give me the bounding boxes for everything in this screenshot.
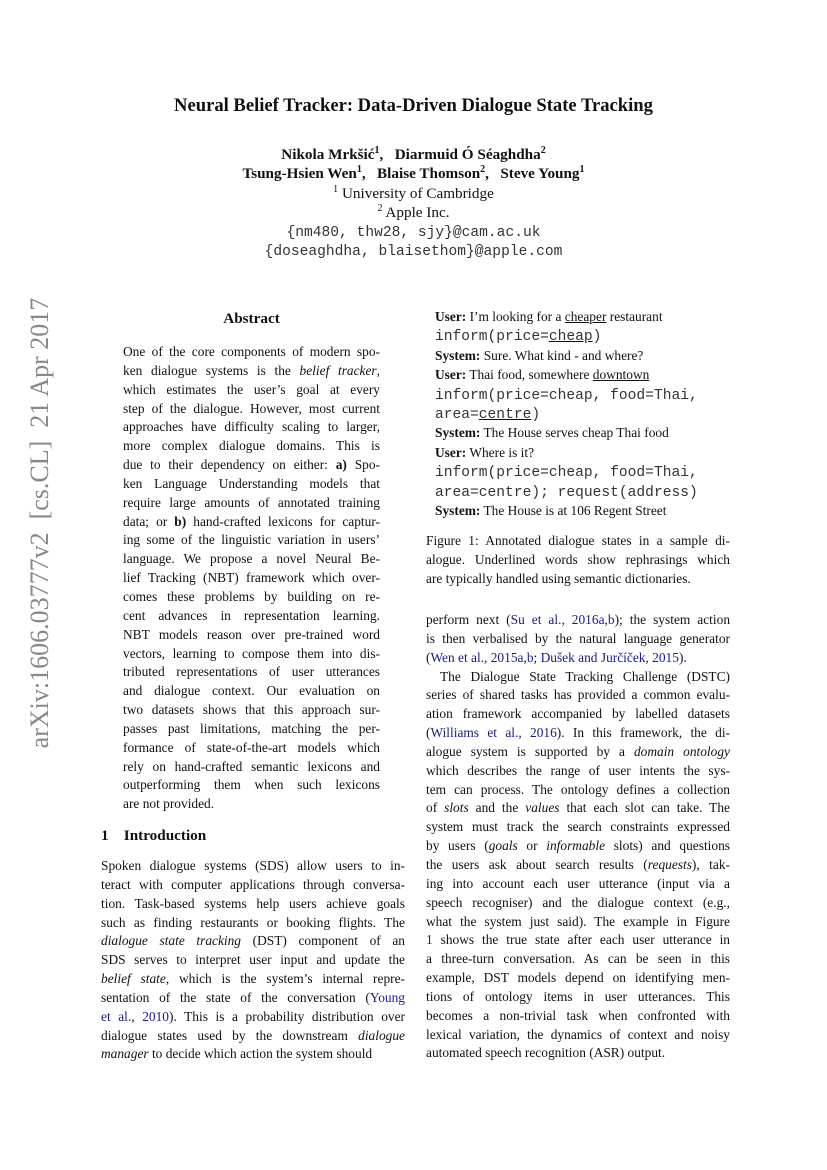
text-line	[101, 1027, 405, 1046]
text-span: cent advances in representation learning.	[123, 607, 380, 623]
text-line	[101, 857, 405, 876]
text-line	[101, 1045, 405, 1064]
text-line	[101, 970, 405, 989]
text-span: belief state	[101, 971, 166, 987]
text-line	[123, 645, 380, 664]
text-span: teract with computer applications through conversa-	[101, 876, 405, 892]
text-line	[123, 569, 380, 588]
text-line	[426, 668, 730, 687]
figure-1-caption	[426, 532, 730, 589]
text-span: alogue system is supported by a	[426, 743, 634, 759]
text-span: System:	[435, 502, 481, 518]
text-line	[426, 799, 730, 818]
text-line	[123, 494, 380, 513]
text-span: of	[426, 800, 445, 816]
text-line	[426, 570, 730, 589]
text-span: ,	[376, 362, 380, 378]
text-span: ken dialogue systems is the	[123, 362, 300, 378]
text-span: tions of ontology items in user utterances. This	[426, 988, 730, 1004]
text-span: outperforming them when such lexicons	[123, 777, 380, 793]
text-line	[435, 385, 735, 404]
text-span: centre	[478, 406, 532, 423]
text-span: a three-turn conversation. As can be seen in this	[426, 951, 730, 967]
text-span: I’m looking for a	[466, 309, 565, 324]
text-span: automated speech recognition (ASR) output.	[426, 1045, 666, 1061]
affil-mark: 1	[333, 184, 339, 195]
text-span: Spoken dialogue systems (SDS) allow users to in-	[101, 858, 405, 873]
text-line	[101, 914, 405, 933]
text-line	[123, 531, 380, 550]
text-span: domain ontology	[633, 743, 730, 759]
text-span: by users (	[426, 838, 489, 854]
text-span: dialogue	[358, 1027, 405, 1043]
text-span: inform(price=	[435, 329, 549, 346]
text-span: ing some of the linguistic variation in users’	[123, 532, 380, 548]
text-line	[426, 781, 730, 800]
text-span: ken Language Understanding models that	[123, 475, 380, 491]
text-span: User:	[435, 367, 467, 383]
text-line	[123, 456, 380, 475]
affiliation	[0, 185, 827, 203]
text-span: ); the system action	[614, 612, 730, 627]
text-line	[123, 475, 380, 494]
text-line	[435, 462, 735, 481]
text-line	[426, 551, 730, 570]
text-line	[123, 739, 380, 758]
text-line	[435, 326, 735, 345]
text-span: due to their dependency on either:	[123, 457, 336, 473]
text-span: inform(price=cheap, food=Thai,	[435, 387, 698, 404]
text-line	[426, 988, 730, 1007]
text-span: (	[426, 725, 431, 741]
text-span: ,	[604, 612, 608, 627]
citation-link[interactable]: b	[526, 649, 534, 665]
text-span: , which is the system’s internal repre-	[165, 971, 405, 987]
text-span: The Dialogue State Tracking Challenge (DSTC)	[440, 668, 730, 684]
author-affil-mark: 1	[356, 164, 362, 175]
text-span: cheaper	[564, 309, 607, 324]
affiliation-name: University of Cambridge	[341, 185, 494, 202]
text-span: ).	[678, 649, 687, 665]
text-span: sentation of the state of the conversation (	[101, 989, 370, 1005]
text-line	[435, 307, 735, 326]
text-line	[123, 343, 380, 362]
text-span: ,	[131, 1008, 143, 1024]
text-span: One of the core components of modern spo-	[123, 344, 380, 359]
text-line	[101, 989, 405, 1008]
text-span: goals	[488, 838, 518, 854]
arxiv-identifier-stamp: arXiv:1606.03777v2 [cs.CL] 21 Apr 2017	[25, 297, 54, 749]
text-line	[123, 682, 380, 701]
text-span: dialogue states used by the downstream	[101, 1027, 359, 1043]
text-line	[426, 1026, 730, 1045]
text-span: inform(price=cheap, food=Thai,	[435, 465, 698, 482]
text-span: comes these problems by building on re-	[123, 588, 380, 604]
text-line	[435, 404, 735, 423]
text-span: more complex dialogue domains. This is	[123, 438, 380, 454]
citation-link[interactable]: Wen et al., 2015a	[430, 649, 524, 665]
text-line	[123, 607, 380, 626]
text-span: are not provided.	[123, 796, 215, 812]
text-line	[123, 663, 380, 682]
text-span: informable	[546, 838, 606, 854]
text-span: User:	[435, 444, 467, 460]
text-line	[435, 443, 735, 462]
text-line	[426, 931, 730, 950]
text-span: restaurant	[606, 309, 663, 324]
text-line	[123, 418, 380, 437]
text-line	[123, 362, 380, 381]
text-line	[435, 423, 735, 442]
text-span: ). This is a probability distribution over	[168, 1008, 405, 1024]
text-line	[435, 501, 735, 520]
text-span: b)	[174, 513, 187, 529]
text-span: manager	[101, 1046, 149, 1062]
text-span: that each slot can take. The	[559, 800, 730, 816]
text-line	[123, 513, 380, 532]
citation-link[interactable]: Su et al., 2016a	[510, 612, 605, 627]
text-span: User:	[435, 309, 467, 324]
text-line	[426, 649, 730, 668]
section-number: 1	[101, 827, 109, 844]
abstract-heading: Abstract	[223, 310, 280, 327]
text-span: The House is at 106 Regent Street	[480, 502, 667, 518]
text-span: series of shared tasks has provided a common evalu-	[426, 687, 730, 703]
right-column-body	[426, 611, 730, 1063]
text-span: ;	[533, 649, 541, 665]
email-line: {doseaghdha, blaisethom}@apple.com	[264, 244, 563, 260]
author-affil-mark: 1	[374, 145, 380, 156]
text-span: tributed representations of user utterances	[123, 664, 380, 680]
text-line	[101, 932, 405, 951]
text-span: tem can process. The ontology defines a collection	[426, 781, 730, 797]
figure-1-dialogue	[435, 307, 735, 520]
text-span: or	[517, 838, 547, 854]
text-line	[101, 876, 405, 895]
text-span: System:	[435, 425, 481, 441]
citation-link[interactable]: 1	[426, 932, 433, 948]
affiliation	[0, 204, 827, 222]
text-line	[426, 1007, 730, 1026]
text-span: (	[426, 649, 431, 665]
text-line	[123, 720, 380, 739]
text-span: values	[525, 800, 560, 816]
text-line	[426, 875, 730, 894]
text-span: cheap	[548, 329, 593, 346]
text-line	[435, 482, 735, 501]
text-span: area=centre); request(address)	[435, 484, 698, 501]
text-span: belief tracker	[299, 362, 377, 378]
text-span: and the	[468, 800, 526, 816]
text-line	[123, 776, 380, 795]
citation-link[interactable]: b	[607, 612, 615, 627]
author-line-1: Nikola Mrkšić$^1$, Diarmuid Ó Séaghdha$^2$	[281, 145, 546, 163]
text-line	[123, 550, 380, 569]
text-span: language. We propose a novel Neural Be-	[123, 551, 380, 567]
text-line	[426, 950, 730, 969]
text-span: is then verbalised by the natural language generator	[426, 630, 730, 646]
text-span: ). In this framework, the di-	[556, 725, 730, 741]
text-span: lexical variation, the dynamics of context and noisy	[426, 1026, 730, 1042]
text-span: example, DST models depend on identifying men-	[426, 970, 730, 986]
text-line	[426, 856, 730, 875]
text-span: perform next (	[426, 612, 511, 627]
introduction-body	[101, 857, 405, 1064]
text-span: ation framework accompanied by labelled datasets	[426, 706, 730, 722]
text-line	[123, 701, 380, 720]
text-span: Spo-	[346, 457, 380, 473]
text-span: slots	[444, 800, 469, 816]
text-span: approaches have difficulty scaling to larger,	[123, 419, 380, 435]
affil-mark: 2	[377, 203, 383, 214]
text-line	[426, 532, 730, 551]
text-line	[101, 895, 405, 914]
text-span: ), tak-	[691, 856, 730, 872]
text-span: two datasets shows that this approach sur-	[123, 702, 380, 718]
text-span: step of the dialogue. However, most current	[123, 400, 380, 416]
text-span: area=	[435, 406, 479, 423]
text-span: Thai food, somewhere	[466, 367, 593, 383]
text-line	[426, 837, 730, 856]
text-span: the users ask about search results (	[426, 856, 648, 872]
text-span: becomes a non-trivial task when confronted with	[426, 1007, 730, 1023]
text-span: requests	[647, 856, 692, 872]
text-span: such as finding restaurants or booking flights. The	[101, 914, 405, 930]
email-line: {nm480, thw28, sjy}@cam.ac.uk	[286, 225, 541, 241]
text-line	[426, 913, 730, 932]
text-span: passes past limitations, matching the per-	[123, 720, 380, 736]
text-line	[426, 762, 730, 781]
text-span: shows the true state after each user utterance in	[432, 932, 730, 948]
text-span: downtown	[592, 367, 650, 383]
text-span: vectors, learning to compose them into dis-	[123, 645, 380, 661]
author: Nikola Mrkšić	[281, 146, 375, 163]
text-span: dialogue state tracking	[101, 933, 242, 949]
text-span: data; or	[123, 513, 175, 529]
text-line	[426, 611, 730, 630]
text-span: The House serves cheap Thai food	[480, 425, 669, 441]
text-span: and dialogue context. Our evaluation on	[123, 683, 380, 699]
text-line	[123, 588, 380, 607]
text-span: to decide which action the system should	[148, 1046, 373, 1062]
affiliation-name: Apple Inc.	[385, 204, 450, 221]
text-line	[426, 743, 730, 762]
text-span: System:	[435, 347, 481, 363]
text-span: Figure 1: Annotated dialogue states in a sample di-	[426, 533, 730, 548]
abstract-body	[123, 343, 380, 814]
text-span: are typically handled using semantic dictionaries.	[426, 570, 691, 586]
text-span: )	[531, 406, 541, 423]
text-line	[101, 951, 405, 970]
author: Diarmuid Ó Séaghdha	[394, 146, 541, 163]
text-line	[426, 705, 730, 724]
citation-link[interactable]: et al.	[101, 1008, 132, 1024]
text-line	[426, 969, 730, 988]
author: Tsung-Hsien Wen	[242, 165, 357, 182]
text-line	[123, 400, 380, 419]
text-line	[123, 795, 380, 814]
text-span: tion. Task-based systems help users achieve goals	[101, 895, 405, 911]
text-span: speech recogniser) and the dialogue context (e.g.,	[426, 894, 730, 910]
text-line	[123, 437, 380, 456]
text-line	[426, 1044, 730, 1063]
text-span: Sure. What kind - and where?	[480, 347, 644, 363]
author-line-2: Tsung-Hsien Wen$^1$, Blaise Thomson$^2$, Steve Young$^1$	[242, 164, 585, 182]
text-span: rely on hand-crafted semantic lexicons and	[123, 758, 380, 774]
text-span: NBT models reason over pre-trained word	[123, 626, 380, 642]
author: Blaise Thomson	[377, 165, 481, 182]
text-span: which estimates the user’s goal at every	[123, 381, 380, 397]
author-affil-mark: 2	[540, 145, 546, 156]
text-span: )	[592, 329, 602, 346]
text-line	[426, 894, 730, 913]
text-span: Where is it?	[466, 444, 535, 460]
citation-link[interactable]: Dušek and Jurčíček, 2015	[540, 649, 679, 665]
text-line	[101, 1008, 405, 1027]
text-line	[123, 626, 380, 645]
author-affil-mark: 2	[480, 164, 486, 175]
citation-link[interactable]: Young	[369, 989, 405, 1005]
paper-title: Neural Belief Tracker: Data-Driven Dialogue State Tracking	[174, 95, 653, 116]
text-line	[426, 818, 730, 837]
text-span: lief Tracking (NBT) framework which over-	[123, 570, 380, 586]
citation-link[interactable]: 2010	[142, 1008, 169, 1024]
text-span: ing into account each user utterance (input via a	[426, 875, 730, 891]
text-span: system must track the search constraints expressed	[426, 819, 730, 835]
text-span: formance of state-of-the-art models which	[123, 739, 380, 755]
text-span: ,	[523, 649, 527, 665]
text-span: (DST) component of an	[241, 933, 405, 949]
text-line	[426, 630, 730, 649]
text-line	[123, 381, 380, 400]
citation-link[interactable]: Williams et al., 2016	[430, 725, 557, 741]
text-span: SDS serves to interpret user input and update the	[101, 952, 405, 968]
text-span: alogue. Underlined words show rephrasings which	[426, 551, 730, 567]
text-span: hand-crafted lexicons for captur-	[186, 513, 380, 529]
text-span: require large amounts of annotated training	[123, 494, 380, 510]
text-span: a)	[335, 457, 347, 473]
text-line	[426, 686, 730, 705]
section-heading-introduction	[101, 827, 206, 845]
text-span: which describes the range of user intents the sys-	[426, 762, 730, 778]
text-line	[123, 758, 380, 777]
section-title: Introduction	[123, 827, 207, 844]
text-span: slots) and questions	[605, 838, 730, 854]
author: Steve Young	[500, 165, 580, 182]
author-affil-mark: 1	[579, 164, 585, 175]
text-line	[435, 365, 735, 384]
text-span: what the system just said). The example in Figure	[426, 913, 730, 929]
text-line	[435, 346, 735, 365]
text-line	[426, 724, 730, 743]
